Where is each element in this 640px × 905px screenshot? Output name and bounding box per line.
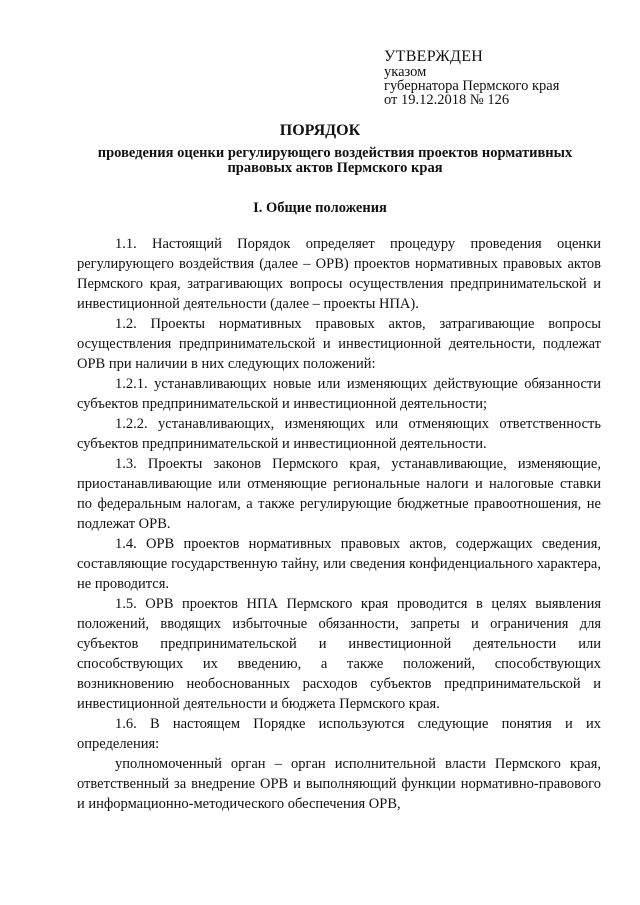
paragraph-1-2: 1.2. Проекты нормативных правовых актов, затрагивающие вопросы осуществления предпринимательской и инвестиционной деятельности, подлежат ОРВ при наличии в них следующих положений: <box>77 316 601 372</box>
approval-stamp: УТВЕРЖДЕН <box>384 48 484 65</box>
document-title: ПОРЯДОК <box>279 122 361 139</box>
approval-governor-line: губернатора Пермского края <box>384 78 560 94</box>
paragraph-1-4: 1.4. ОРВ проектов нормативных правовых актов, содержащих сведения, составляющие государственную тайну, или сведения конфиденциального характера, не проводится. <box>77 536 601 592</box>
section-heading: I. Общие положения <box>253 200 387 216</box>
paragraph-1-2-2: 1.2.2. устанавливающих, изменяющих или отменяющих ответственность субъектов предпринимательской и инвестиционной деятельности. <box>77 416 601 452</box>
document-subtitle: проведения оценки регулирующего воздействия проектов нормативных правовых актов Пермского края <box>97 145 573 176</box>
approval-decree-line: указом <box>384 64 427 80</box>
definition-authorized-body: уполномоченный орган – орган исполнительной власти Пермского края, ответственный за внедрение ОРВ и выполняющий функции нормативно-правового и информационно-методического обеспечения ОРВ, <box>77 756 601 812</box>
paragraph-1-2-1: 1.2.1. устанавливающих новые или изменяющих действующие обязанности субъектов предпринимательской и инвестиционной деятельности; <box>77 376 601 412</box>
paragraph-1-3: 1.3. Проекты законов Пермского края, устанавливающие, изменяющие, приостанавливающие или отменяющие региональные налоги и налоговые ставки по федеральным налогам, а также регулирующие бюджетные правоотношения, не подлежат ОРВ. <box>77 456 601 532</box>
approval-block <box>384 50 559 107</box>
approval-date-line: от 19.12.2018 № 126 <box>384 92 510 108</box>
paragraph-1-5: 1.5. ОРВ проектов НПА Пермского края проводится в целях выявления положений, вводящих избыточные обязанности, запреты и ограничения для субъектов предпринимательской и инвестиционной деятельности или способствующих их введению, а также положений, способствующих возникновению необоснованных расходов субъектов предпринимательской и инвестиционной деятельности и бюджета Пермского края. <box>77 596 601 712</box>
paragraph-1-1: 1.1. Настоящий Порядок определяет процедуру проведения оценки регулирующего воздействия (далее – ОРВ) проектов нормативных правовых актов Пермского края, затрагивающих вопросы осуществления предпринимательской и инвестиционной деятельности (далее – проекты НПА). <box>77 236 601 312</box>
document-body <box>77 234 601 814</box>
paragraph-1-6: 1.6. В настоящем Порядке используются следующие понятия и их определения: <box>77 716 601 752</box>
